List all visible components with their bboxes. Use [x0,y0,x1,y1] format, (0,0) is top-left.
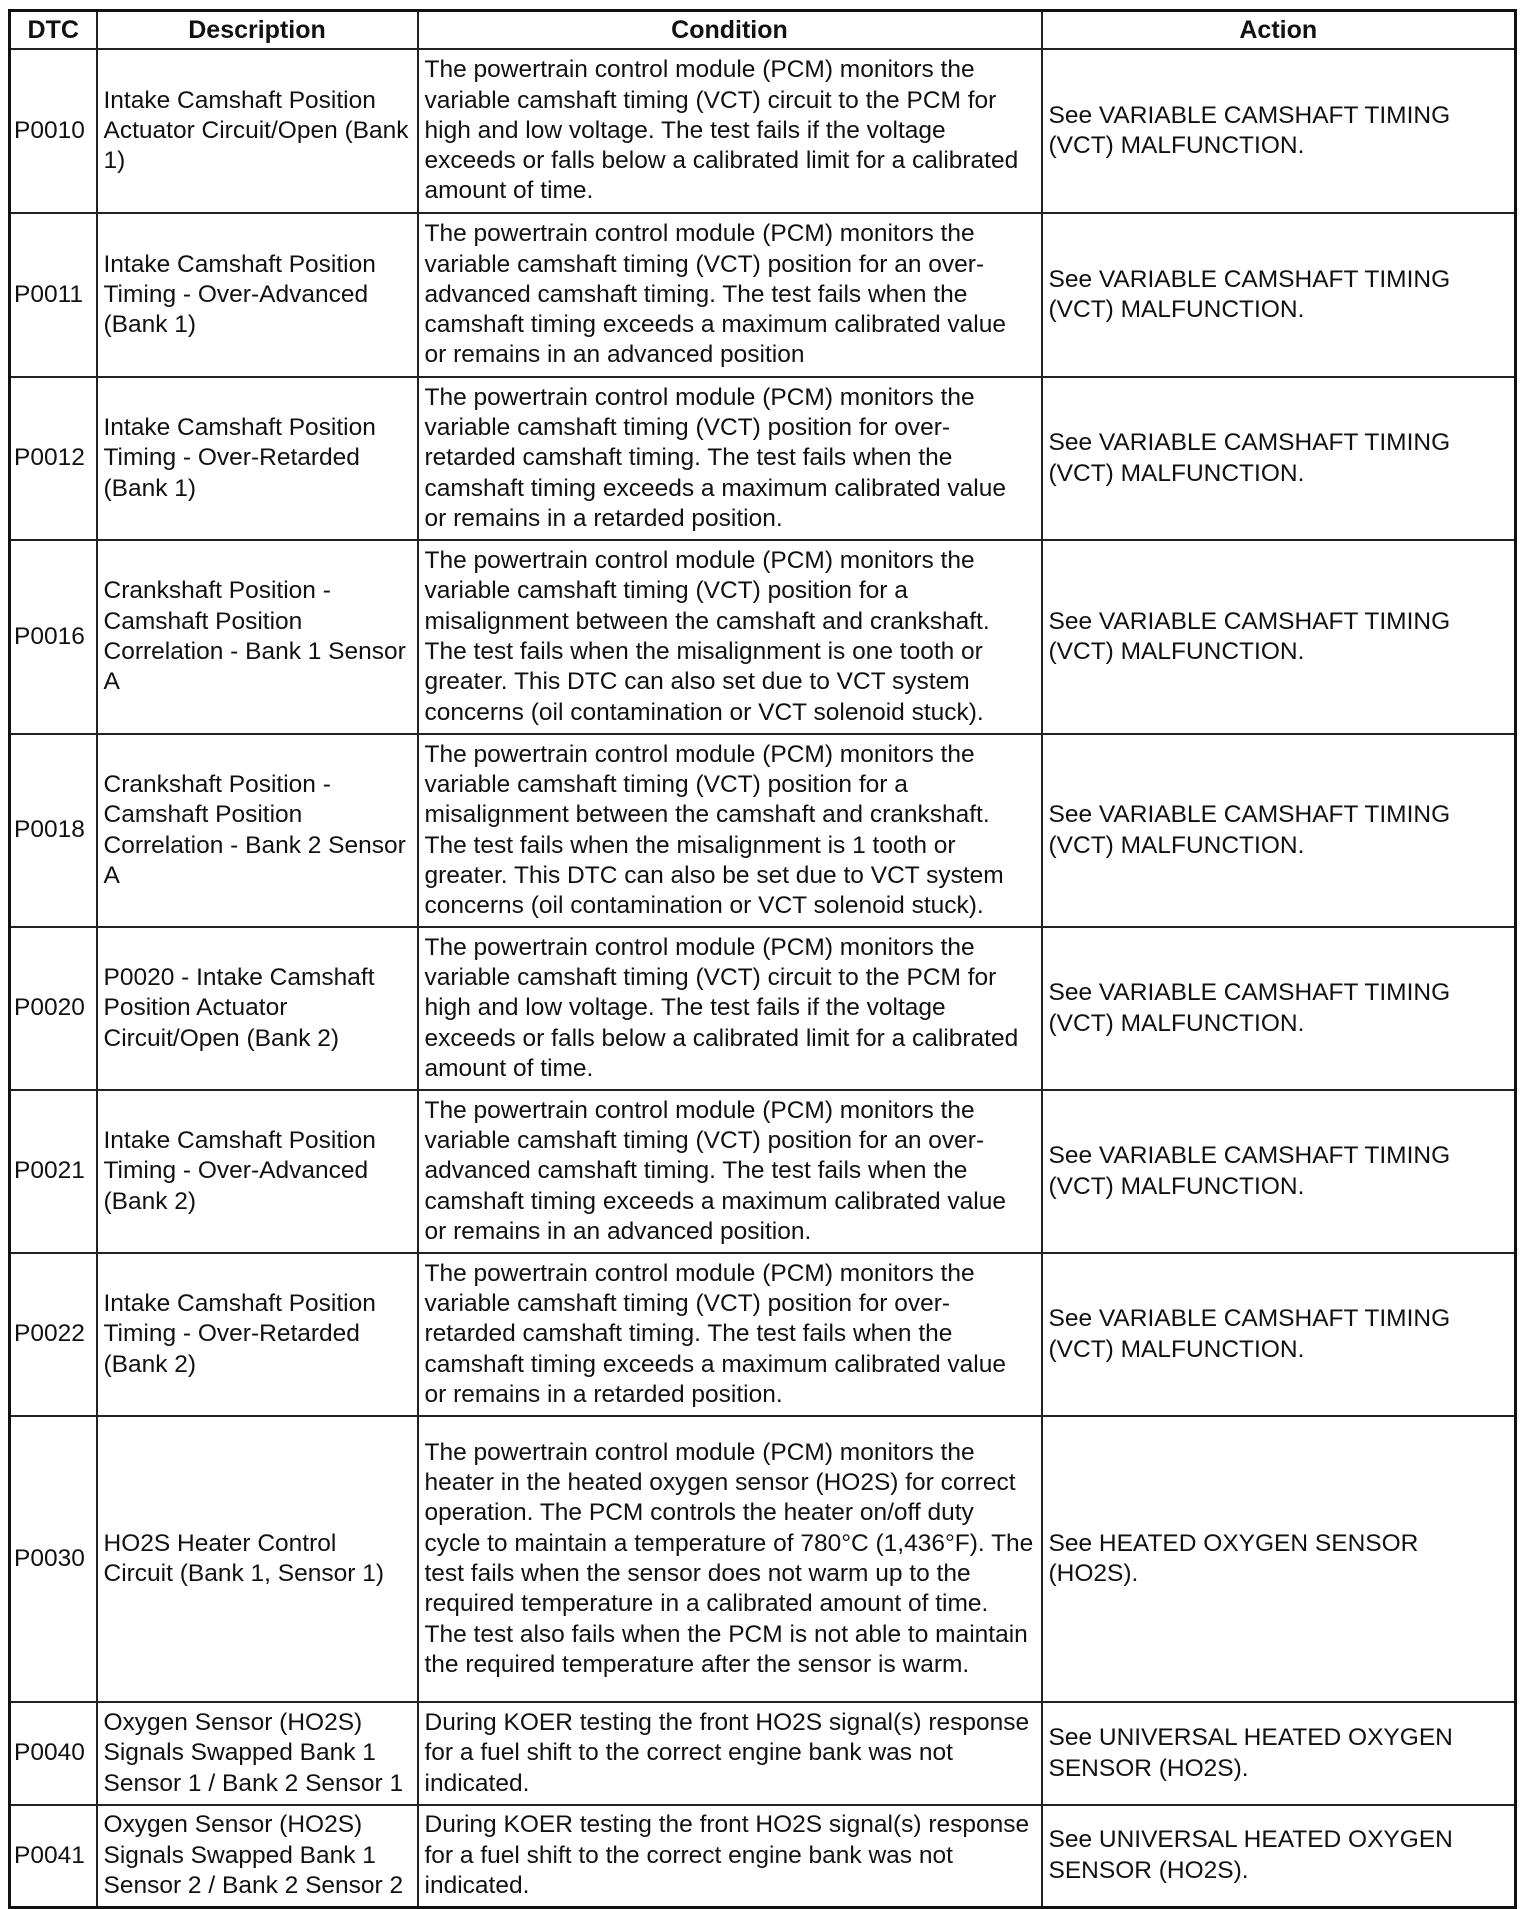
table-row [10,1090,1516,1253]
dtc-description: Intake Camshaft Position Timing - Over-Retarded (Bank 2) [97,1253,418,1416]
dtc-condition: The powertrain control module (PCM) monitors the variable camshaft timing (VCT) position for an over-advanced camshaft timing. The test fails when the camshaft timing exceeds a maximum calibrated value or remains in an advanced position. [418,1090,1042,1253]
dtc-code: P0040 [10,1702,97,1805]
table-row [10,734,1516,927]
dtc-description: Intake Camshaft Position Actuator Circuit/Open (Bank 1) [97,49,418,213]
dtc-action: See VARIABLE CAMSHAFT TIMING (VCT) MALFUNCTION. [1042,213,1516,377]
dtc-code: P0030 [10,1416,97,1702]
dtc-action: See HEATED OXYGEN SENSOR (HO2S). [1042,1416,1516,1702]
header-description: Description [97,11,418,50]
table-row [10,1805,1516,1907]
dtc-condition: The powertrain control module (PCM) monitors the variable camshaft timing (VCT) position for a misalignment between the camshaft and crankshaft. The test fails when the misalignment is 1 tooth or greater. This DTC can also be set due to VCT system concerns (oil contamination or VCT solenoid stuck). [418,734,1042,927]
header-row [10,11,1516,50]
dtc-condition: The powertrain control module (PCM) monitors the variable camshaft timing (VCT) position for an over-advanced camshaft timing. The test fails when the camshaft timing exceeds a maximum calibrated value or remains in an advanced position [418,213,1042,377]
dtc-description: P0020 - Intake Camshaft Position Actuator Circuit/Open (Bank 2) [97,927,418,1090]
dtc-condition: The powertrain control module (PCM) monitors the variable camshaft timing (VCT) circuit to the PCM for high and low voltage. The test fails if the voltage exceeds or falls below a calibrated limit for a calibrated amount of time. [418,49,1042,213]
table-row [10,540,1516,734]
dtc-condition: During KOER testing the front HO2S signal(s) response for a fuel shift to the correct engine bank was not indicated. [418,1805,1042,1907]
table-body [10,49,1516,1907]
table-row [10,377,1516,540]
dtc-code: P0041 [10,1805,97,1907]
dtc-description: Intake Camshaft Position Timing - Over-Retarded (Bank 1) [97,377,418,540]
dtc-action: See UNIVERSAL HEATED OXYGEN SENSOR (HO2S). [1042,1702,1516,1805]
dtc-action: See VARIABLE CAMSHAFT TIMING (VCT) MALFUNCTION. [1042,1253,1516,1416]
table-row [10,1416,1516,1702]
dtc-description: HO2S Heater Control Circuit (Bank 1, Sensor 1) [97,1416,418,1702]
table-header [10,11,1516,50]
dtc-code: P0010 [10,49,97,213]
dtc-code: P0020 [10,927,97,1090]
dtc-code: P0011 [10,213,97,377]
dtc-action: See VARIABLE CAMSHAFT TIMING (VCT) MALFUNCTION. [1042,1090,1516,1253]
dtc-action: See UNIVERSAL HEATED OXYGEN SENSOR (HO2S). [1042,1805,1516,1907]
table-row [10,213,1516,377]
dtc-condition: The powertrain control module (PCM) monitors the variable camshaft timing (VCT) circuit to the PCM for high and low voltage. The test fails if the voltage exceeds or falls below a calibrated limit for a calibrated amount of time. [418,927,1042,1090]
header-action: Action [1042,11,1516,50]
table-row [10,1702,1516,1805]
dtc-condition: The powertrain control module (PCM) monitors the variable camshaft timing (VCT) position for over-retarded camshaft timing. The test fails when the camshaft timing exceeds a maximum calibrated value or remains in a retarded position. [418,1253,1042,1416]
dtc-code: P0012 [10,377,97,540]
dtc-action: See VARIABLE CAMSHAFT TIMING (VCT) MALFUNCTION. [1042,49,1516,213]
dtc-code: P0022 [10,1253,97,1416]
dtc-condition: The powertrain control module (PCM) monitors the variable camshaft timing (VCT) position for a misalignment between the camshaft and crankshaft. The test fails when the misalignment is one tooth or greater. This DTC can also set due to VCT system concerns (oil contamination or VCT solenoid stuck). [418,540,1042,734]
dtc-description: Crankshaft Position - Camshaft Position Correlation - Bank 1 Sensor A [97,540,418,734]
dtc-description: Intake Camshaft Position Timing - Over-Advanced (Bank 1) [97,213,418,377]
dtc-condition: During KOER testing the front HO2S signal(s) response for a fuel shift to the correct engine bank was not indicated. [418,1702,1042,1805]
dtc-action: See VARIABLE CAMSHAFT TIMING (VCT) MALFUNCTION. [1042,540,1516,734]
dtc-table [8,9,1517,1909]
dtc-code: P0016 [10,540,97,734]
dtc-description: Crankshaft Position - Camshaft Position Correlation - Bank 2 Sensor A [97,734,418,927]
table-row [10,927,1516,1090]
header-condition: Condition [418,11,1042,50]
table-row [10,1253,1516,1416]
header-dtc: DTC [10,11,97,50]
dtc-description: Oxygen Sensor (HO2S) Signals Swapped Bank 1 Sensor 1 / Bank 2 Sensor 1 [97,1702,418,1805]
dtc-action: See VARIABLE CAMSHAFT TIMING (VCT) MALFUNCTION. [1042,734,1516,927]
dtc-condition: The powertrain control module (PCM) monitors the heater in the heated oxygen sensor (HO2S) for correct operation. The PCM controls the heater on/off duty cycle to maintain a temperature of 780°C (1,436°F). The test fails when the sensor does not warm up to the required temperature in a calibrated amount of time. The test also fails when the PCM is not able to maintain the required temperature after the sensor is warm. [418,1416,1042,1702]
dtc-code: P0021 [10,1090,97,1253]
dtc-action: See VARIABLE CAMSHAFT TIMING (VCT) MALFUNCTION. [1042,377,1516,540]
dtc-action: See VARIABLE CAMSHAFT TIMING (VCT) MALFUNCTION. [1042,927,1516,1090]
dtc-code: P0018 [10,734,97,927]
dtc-description: Intake Camshaft Position Timing - Over-Advanced (Bank 2) [97,1090,418,1253]
table-row [10,49,1516,213]
dtc-condition: The powertrain control module (PCM) monitors the variable camshaft timing (VCT) position for over-retarded camshaft timing. The test fails when the camshaft timing exceeds a maximum calibrated value or remains in a retarded position. [418,377,1042,540]
dtc-description: Oxygen Sensor (HO2S) Signals Swapped Bank 1 Sensor 2 / Bank 2 Sensor 2 [97,1805,418,1907]
